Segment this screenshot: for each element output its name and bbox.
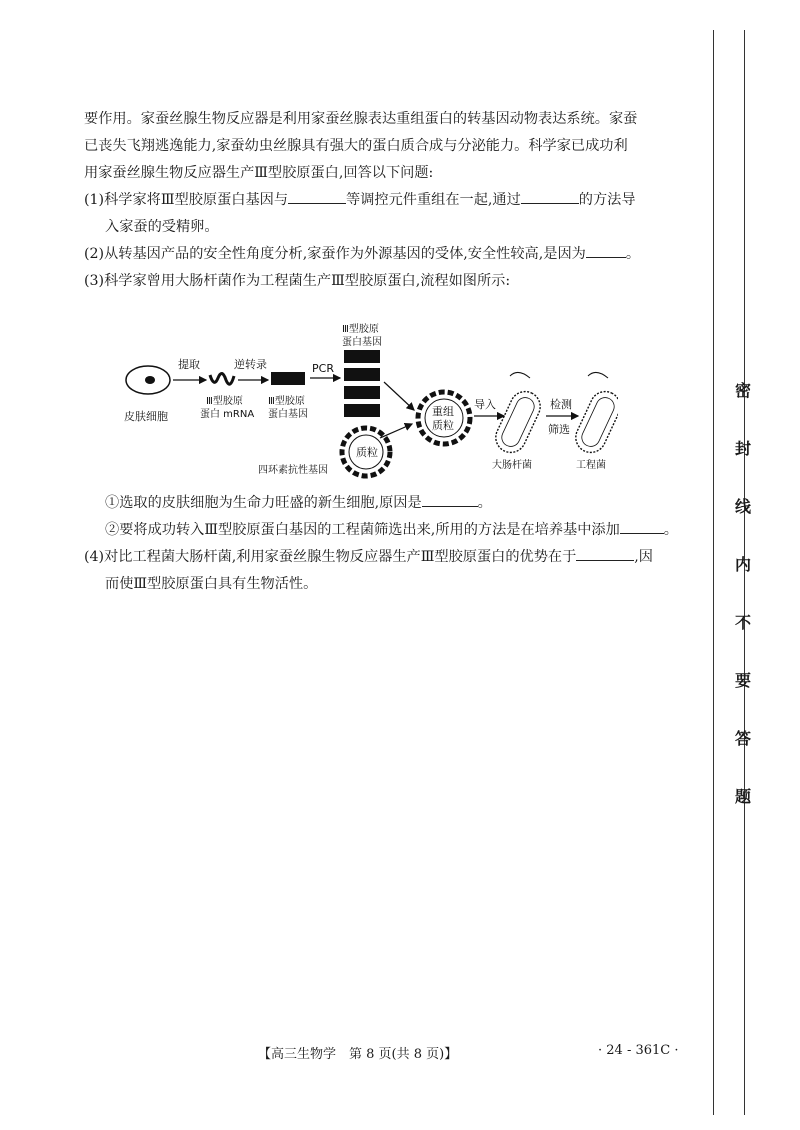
detect-label-1: 检测 [550, 398, 572, 411]
engineered-label: 工程菌 [576, 460, 606, 471]
seal-line-left [713, 30, 714, 1115]
q1-blank-2[interactable] [521, 189, 579, 204]
q3-1-blank[interactable] [422, 492, 478, 507]
question-3-1 [84, 490, 694, 517]
detect-label-2: 筛选 [548, 423, 570, 436]
footer-title: 【高三生物学 第 8 页(共 8 页)】 [258, 1047, 458, 1062]
ecoli-label: 大肠杆菌 [492, 460, 532, 471]
flow-diagram [118, 320, 618, 490]
q4-text-b: ,因 [634, 549, 653, 565]
cell-nucleus-shape [145, 376, 155, 384]
seal-char-1: 密 [734, 381, 751, 400]
question-text-continued [84, 490, 694, 598]
q1-blank-1[interactable] [288, 189, 346, 204]
plasmid-to-recombinant-arrow [380, 424, 412, 438]
reverse-label: 逆转录 [234, 358, 267, 371]
q3-2-text-a: ②要将成功转入Ⅲ型胶原蛋白基因的工程菌筛选出来,所用的方法是在培养基中添加 [105, 522, 620, 538]
gene-to-plasmid-arrow [384, 382, 414, 410]
question-text [84, 106, 694, 295]
gene-label-1: Ⅲ型胶原 [268, 396, 305, 407]
question-3-2 [84, 517, 694, 544]
intro-line-2: 已丧失飞翔逃逸能力,家蚕幼虫丝腺具有强大的蛋白质合成与分泌能力。科学家已成功利 [84, 138, 628, 154]
q1-text-a: (1)科学家将Ⅲ型胶原蛋白基因与 [84, 192, 289, 208]
mrna-label-1: Ⅲ型胶原 [206, 396, 243, 407]
question-1 [84, 187, 694, 214]
q3-2-blank[interactable] [620, 519, 664, 534]
tet-resistance-label: 四环素抗性基因 [258, 465, 328, 476]
seal-char-7: 答 [734, 729, 751, 748]
seal-char-6: 要 [734, 671, 751, 690]
recombinant-label-1: 重组 [432, 405, 454, 418]
gene-copy-3 [344, 386, 380, 399]
q2-text-b: 。 [625, 246, 641, 262]
extract-label: 提取 [178, 358, 200, 371]
engineered-bacterium [571, 372, 618, 457]
gene-block [271, 372, 305, 385]
q1-line-2: 入家蚕的受精卵。 [105, 219, 219, 235]
q3-1-text-a: ①选取的皮肤细胞为生命力旺盛的新生细胞,原因是 [105, 495, 422, 511]
pcr-label: PCR [312, 362, 334, 375]
question-4 [84, 544, 694, 571]
import-label: 导入 [474, 398, 496, 411]
footer-code: · 24 - 361C · [598, 1043, 679, 1058]
gene-copy-1 [344, 350, 380, 363]
mrna-squiggle [210, 373, 234, 384]
ecoli-bacterium [491, 372, 545, 457]
seal-char-3: 线 [734, 497, 751, 516]
question-3: (3)科学家曾用大肠杆菌作为工程菌生产Ⅲ型胶原蛋白,流程如图所示: [84, 273, 511, 289]
seal-char-2: 封 [734, 439, 751, 458]
q3-1-text-b: 。 [477, 495, 492, 511]
seal-notice [733, 378, 753, 842]
gene-copies-label-2: 蛋白基因 [342, 337, 382, 348]
q4-line-2: 而使Ⅲ型胶原蛋白具有生物活性。 [105, 576, 318, 592]
intro-line-1: 要作用。家蚕丝腺生物反应器是利用家蚕丝腺表达重组蛋白的转基因动物表达系统。家蚕 [84, 111, 638, 127]
mrna-label-2: 蛋白 mRNA [200, 409, 255, 420]
gene-copy-2 [344, 368, 380, 381]
q1-text-b: 等调控元件重组在一起,通过 [346, 192, 521, 208]
gene-copies-label-1: Ⅲ型胶原 [342, 324, 379, 335]
plasmid-label: 质粒 [356, 446, 378, 459]
seal-char-4: 内 [734, 555, 751, 574]
q4-text-a: (4)对比工程菌大肠杆菌,利用家蚕丝腺生物反应器生产Ⅲ型胶原蛋白的优势在于 [84, 549, 577, 565]
gene-label-2: 蛋白基因 [268, 409, 308, 420]
q1-text-c: 的方法导 [578, 192, 636, 208]
q2-blank[interactable] [586, 243, 626, 258]
gene-copy-4 [344, 404, 380, 417]
q4-blank[interactable] [576, 546, 634, 561]
seal-char-8: 题 [734, 787, 751, 806]
question-2 [84, 241, 694, 268]
seal-char-5: 不 [734, 613, 751, 632]
skin-cell-label: 皮肤细胞 [124, 410, 168, 423]
q2-text-a: (2)从转基因产品的安全性角度分析,家蚕作为外源基因的受体,安全性较高,是因为 [84, 246, 586, 262]
q3-2-text-b: 。 [663, 522, 678, 538]
intro-line-3: 用家蚕丝腺生物反应器生产Ⅲ型胶原蛋白,回答以下问题: [84, 165, 434, 181]
recombinant-label-2: 质粒 [432, 419, 454, 432]
